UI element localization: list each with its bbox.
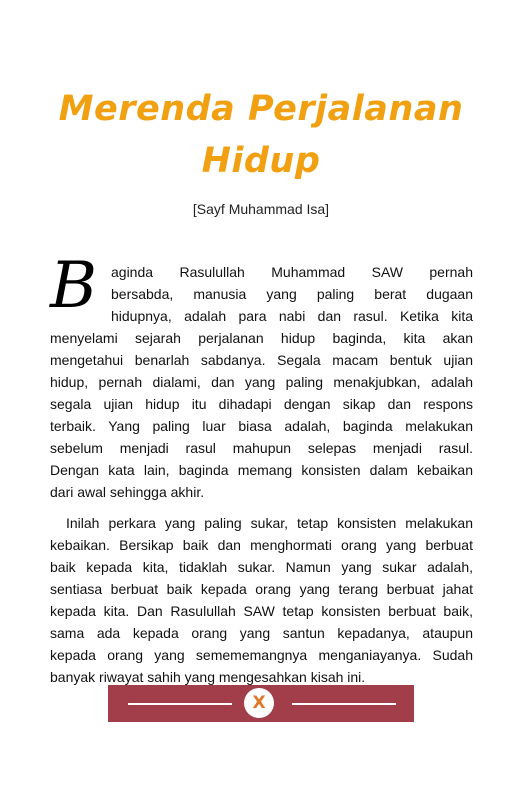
paragraph-2-line: sama ada kepada orang yang santun kepadanya, ataupun (50, 625, 473, 641)
paragraph-1-line: hidupnya, adalah para nabi dan rasul. Ketika kita (111, 308, 473, 324)
article-title-line-2: Hidup (201, 141, 321, 181)
paragraph-1-line: dari awal sehingga akhir. (50, 484, 205, 500)
divider-rule-right (292, 703, 396, 705)
paragraph-1-line: segala ujian hidup itu dihadapi dengan sikap dan respons (50, 396, 473, 412)
divider-rule-left (128, 703, 232, 705)
drop-cap-letter: B (50, 249, 98, 323)
paragraph-1-line: bersabda, manusia yang paling berat dugaan (111, 286, 473, 302)
paragraph-1-line: terbaik. Yang paling luar biasa adalah, baginda melakukan (50, 418, 473, 434)
paragraph-1-line: menyelami sejarah perjalanan hidup baginda, kita akan (50, 330, 473, 346)
paragraph-2-line: baik kepada kita, tidaklah sukar. Namun yang sukar adalah, (50, 559, 473, 575)
paragraph-1-line: aginda Rasulullah Muhammad SAW pernah (111, 264, 473, 280)
ornament-divider-band (108, 685, 414, 722)
article-title-line-1: Merenda Perjalanan (58, 89, 464, 129)
paragraph-2-line: kebaikan. Bersikap baik dan menghormati orang yang berbuat (50, 537, 473, 553)
paragraph-2-line: kepada orang yang semememangnya menganiayanya. Sudah (50, 647, 473, 663)
paragraph-2-line: Inilah perkara yang paling sukar, tetap konsisten melakukan (66, 515, 473, 531)
paragraph-2-line: sentiasa berbuat baik kepada orang yang terang berbuat jahat (50, 581, 473, 597)
paragraph-1-line: sebelum menjadi rasul mahupun selepas menjadi rasul. (50, 440, 473, 456)
paragraph-2-line: kepada kita. Dan Rasulullah SAW tetap konsisten berbuat baik, (50, 603, 473, 619)
emblem-circle-icon: X (244, 688, 274, 718)
paragraph-1-line: mengetahui benarlah sabdanya. Segala macam bentuk ujian (50, 352, 473, 368)
paragraph-1-line: Dengan kata lain, baginda memang konsisten dalam kebaikan (50, 462, 473, 478)
paragraph-1-line: hidup, pernah dialami, dan yang paling menakjubkan, adalah (50, 374, 473, 390)
author-byline: [Sayf Muhammad Isa] (192, 201, 330, 217)
paragraph-2-line: banyak riwayat sahih yang mengesahkan kisah ini. (50, 669, 366, 685)
